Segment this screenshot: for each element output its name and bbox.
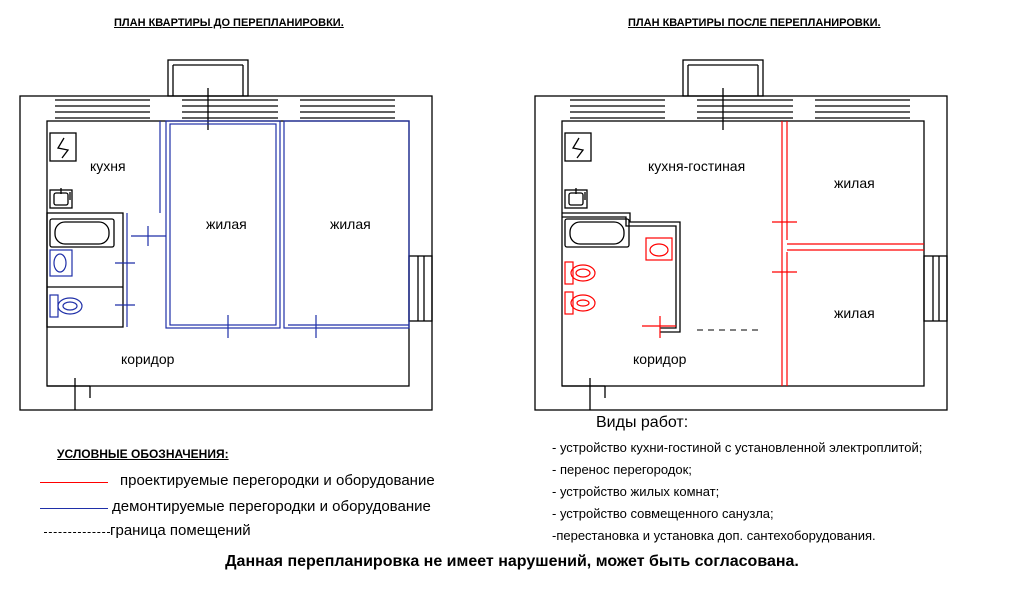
works-item: -перестановка и установка доп. сантехоборудования.	[552, 528, 876, 543]
window-before-1	[55, 100, 150, 118]
plan-after	[535, 60, 947, 410]
room-label-corridor-before: коридор	[121, 351, 175, 367]
room-label-kitchen-living-after: кухня-гостиная	[648, 158, 746, 174]
legend-title: УСЛОВНЫЕ ОБОЗНАЧЕНИЯ:	[57, 447, 229, 461]
legend-text-demolished: демонтируемые перегородки и оборудование	[112, 498, 431, 515]
room-label-corridor-after: коридор	[633, 351, 687, 367]
legend-line-blue	[40, 508, 108, 509]
legend-line-dashed	[44, 532, 110, 533]
conclusion-text: Данная перепланировка не имеет нарушений, может быть согласована.	[225, 553, 799, 570]
new-toilet	[565, 262, 573, 284]
legend-line-red	[40, 482, 108, 483]
works-list	[552, 437, 922, 547]
room-label-living1-after: жилая	[834, 175, 875, 191]
legend-text-boundary: граница помещений	[110, 522, 251, 539]
plan-before	[20, 60, 432, 410]
demolished-toilet	[50, 295, 58, 317]
room-label-living2-before: жилая	[330, 216, 371, 232]
outer-wall-before	[20, 96, 432, 410]
new-bidet	[565, 292, 573, 314]
legend-text-new: проектируемые перегородки и оборудование	[120, 472, 435, 489]
window-before-3	[300, 100, 395, 118]
window-after-right	[924, 256, 947, 321]
works-item: - устройство совмещенного санузла;	[552, 506, 774, 521]
plan-after-title: ПЛАН КВАРТИРЫ ПОСЛЕ ПЕРЕПЛАНИРОВКИ.	[628, 17, 881, 29]
window-after-3	[815, 100, 910, 118]
outer-wall-after	[535, 96, 947, 410]
combined-bathroom-walls	[562, 213, 680, 332]
works-title: Виды работ:	[596, 414, 689, 431]
works-item: - устройство кухни-гостиной с установленной электроплитой;	[552, 440, 923, 455]
window-after-2	[697, 100, 793, 118]
works-item: - устройство жилых комнат;	[552, 484, 720, 499]
room-label-living1-before: жилая	[206, 216, 247, 232]
room-label-kitchen-before: кухня	[90, 158, 126, 174]
window-before-2	[182, 100, 278, 118]
works-item: - перенос перегородок;	[552, 462, 692, 477]
room-label-living2-after: жилая	[834, 305, 875, 321]
plan-before-title: ПЛАН КВАРТИРЫ ДО ПЕРЕПЛАНИРОВКИ.	[114, 17, 344, 29]
window-after-1	[570, 100, 665, 118]
window-before-right	[409, 256, 432, 321]
